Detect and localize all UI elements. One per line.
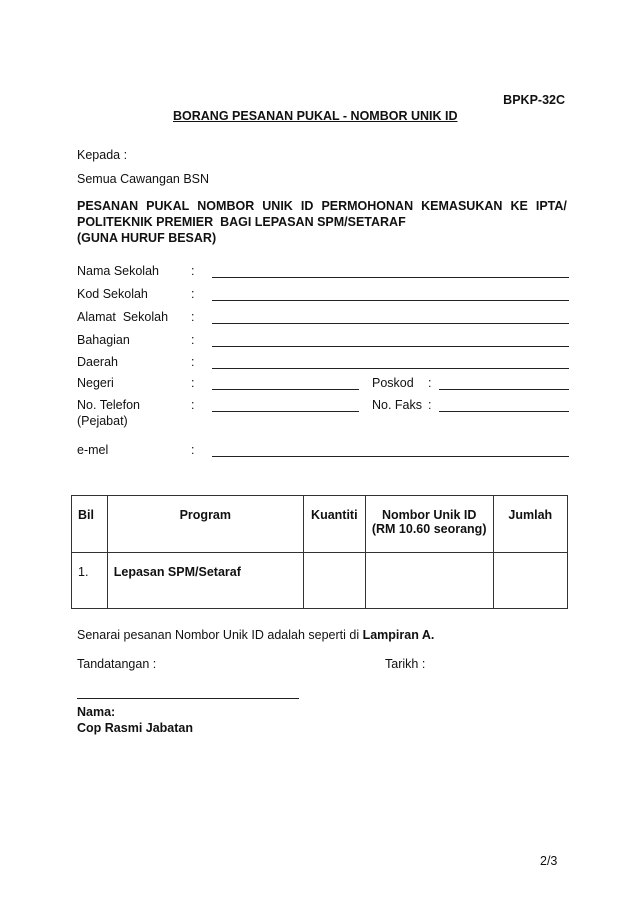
cop-label: Cop Rasmi Jabatan xyxy=(77,721,194,735)
heading-line-2: POLITEKNIK PREMIER BAGI LEPASAN SPM/SETARAF xyxy=(77,215,406,229)
label-nama-sekolah: Nama Sekolah xyxy=(77,264,159,278)
page-number: 2/3 xyxy=(540,854,558,868)
header-bil: Bil xyxy=(72,496,108,553)
daerah-field[interactable] xyxy=(212,368,569,369)
colon: : xyxy=(191,355,195,369)
heading-word: PUKAL xyxy=(146,199,190,213)
no-telefon-field[interactable] xyxy=(212,411,359,412)
label-emel: e-mel xyxy=(77,443,109,457)
heading-word: ID xyxy=(300,199,314,213)
colon: : xyxy=(191,443,195,457)
colon: : xyxy=(191,310,195,324)
heading-word: NOMBOR xyxy=(197,199,255,213)
header-nombor-line2: (RM 10.60 seorang) xyxy=(371,522,487,536)
header-jumlah: Jumlah xyxy=(493,496,567,553)
table-row xyxy=(72,553,568,609)
header-kuantiti: Kuantiti xyxy=(303,496,365,553)
header-program: Program xyxy=(107,496,303,553)
heading-word: IPTA/ xyxy=(535,199,567,213)
header-nombor-unik-id xyxy=(365,496,493,553)
label-alamat-sekolah: Alamat Sekolah xyxy=(77,310,169,324)
signature-line[interactable] xyxy=(77,698,299,699)
no-faks-field[interactable] xyxy=(439,411,569,412)
cell-nombor[interactable] xyxy=(365,553,493,609)
heading-word: KEMASUKAN xyxy=(421,199,503,213)
cell-jumlah[interactable] xyxy=(493,553,567,609)
order-table xyxy=(71,495,568,609)
colon: : xyxy=(191,398,195,412)
heading-word: PESANAN xyxy=(77,199,139,213)
lampiran-ref: Lampiran A. xyxy=(362,628,435,642)
label-bahagian: Bahagian xyxy=(77,333,130,347)
label-kod-sekolah: Kod Sekolah xyxy=(77,287,148,301)
colon: : xyxy=(428,376,432,390)
colon: : xyxy=(191,333,195,347)
to-label: Kepada : xyxy=(77,148,128,162)
colon: : xyxy=(191,376,195,390)
recipient-text: Semua Cawangan BSN xyxy=(77,172,210,186)
alamat-sekolah-field[interactable] xyxy=(212,323,569,324)
header-nombor-line1: Nombor Unik ID xyxy=(381,508,477,522)
tarikh-label: Tarikh : xyxy=(385,657,426,671)
senarai-sentence: Senarai pesanan Nombor Unik ID adalah seperti di xyxy=(77,628,363,642)
colon: : xyxy=(191,264,195,278)
tandatangan-label: Tandatangan : xyxy=(77,657,157,671)
poskod-field[interactable] xyxy=(439,389,569,390)
emel-field[interactable] xyxy=(212,456,569,457)
label-negeri: Negeri xyxy=(77,376,114,390)
label-pejabat: (Pejabat) xyxy=(77,414,128,428)
heading-word: UNIK xyxy=(262,199,293,213)
form-title: BORANG PESANAN PUKAL - NOMBOR UNIK ID xyxy=(173,109,458,123)
heading-line-3: (GUNA HURUF BESAR) xyxy=(77,231,217,245)
cell-bil: 1. xyxy=(72,553,108,609)
label-daerah: Daerah xyxy=(77,355,118,369)
form-code: BPKP-32C xyxy=(503,93,565,107)
bahagian-field[interactable] xyxy=(212,346,569,347)
negeri-field[interactable] xyxy=(212,389,359,390)
colon: : xyxy=(428,398,432,412)
heading-word: KE xyxy=(510,199,528,213)
colon: : xyxy=(191,287,195,301)
form-heading xyxy=(77,198,567,246)
cell-program: Lepasan SPM/Setaraf xyxy=(107,553,303,609)
kod-sekolah-field[interactable] xyxy=(212,300,569,301)
label-no-telefon: No. Telefon xyxy=(77,398,141,412)
label-poskod: Poskod xyxy=(372,376,414,390)
senarai-text xyxy=(77,628,434,642)
cell-kuantiti[interactable] xyxy=(303,553,365,609)
nama-sekolah-field[interactable] xyxy=(212,277,569,278)
label-no-faks: No. Faks xyxy=(372,398,423,412)
nama-label: Nama: xyxy=(77,705,116,719)
table-header-row xyxy=(72,496,568,553)
heading-word: PERMOHONAN xyxy=(321,199,414,213)
heading-line-1 xyxy=(77,198,567,214)
